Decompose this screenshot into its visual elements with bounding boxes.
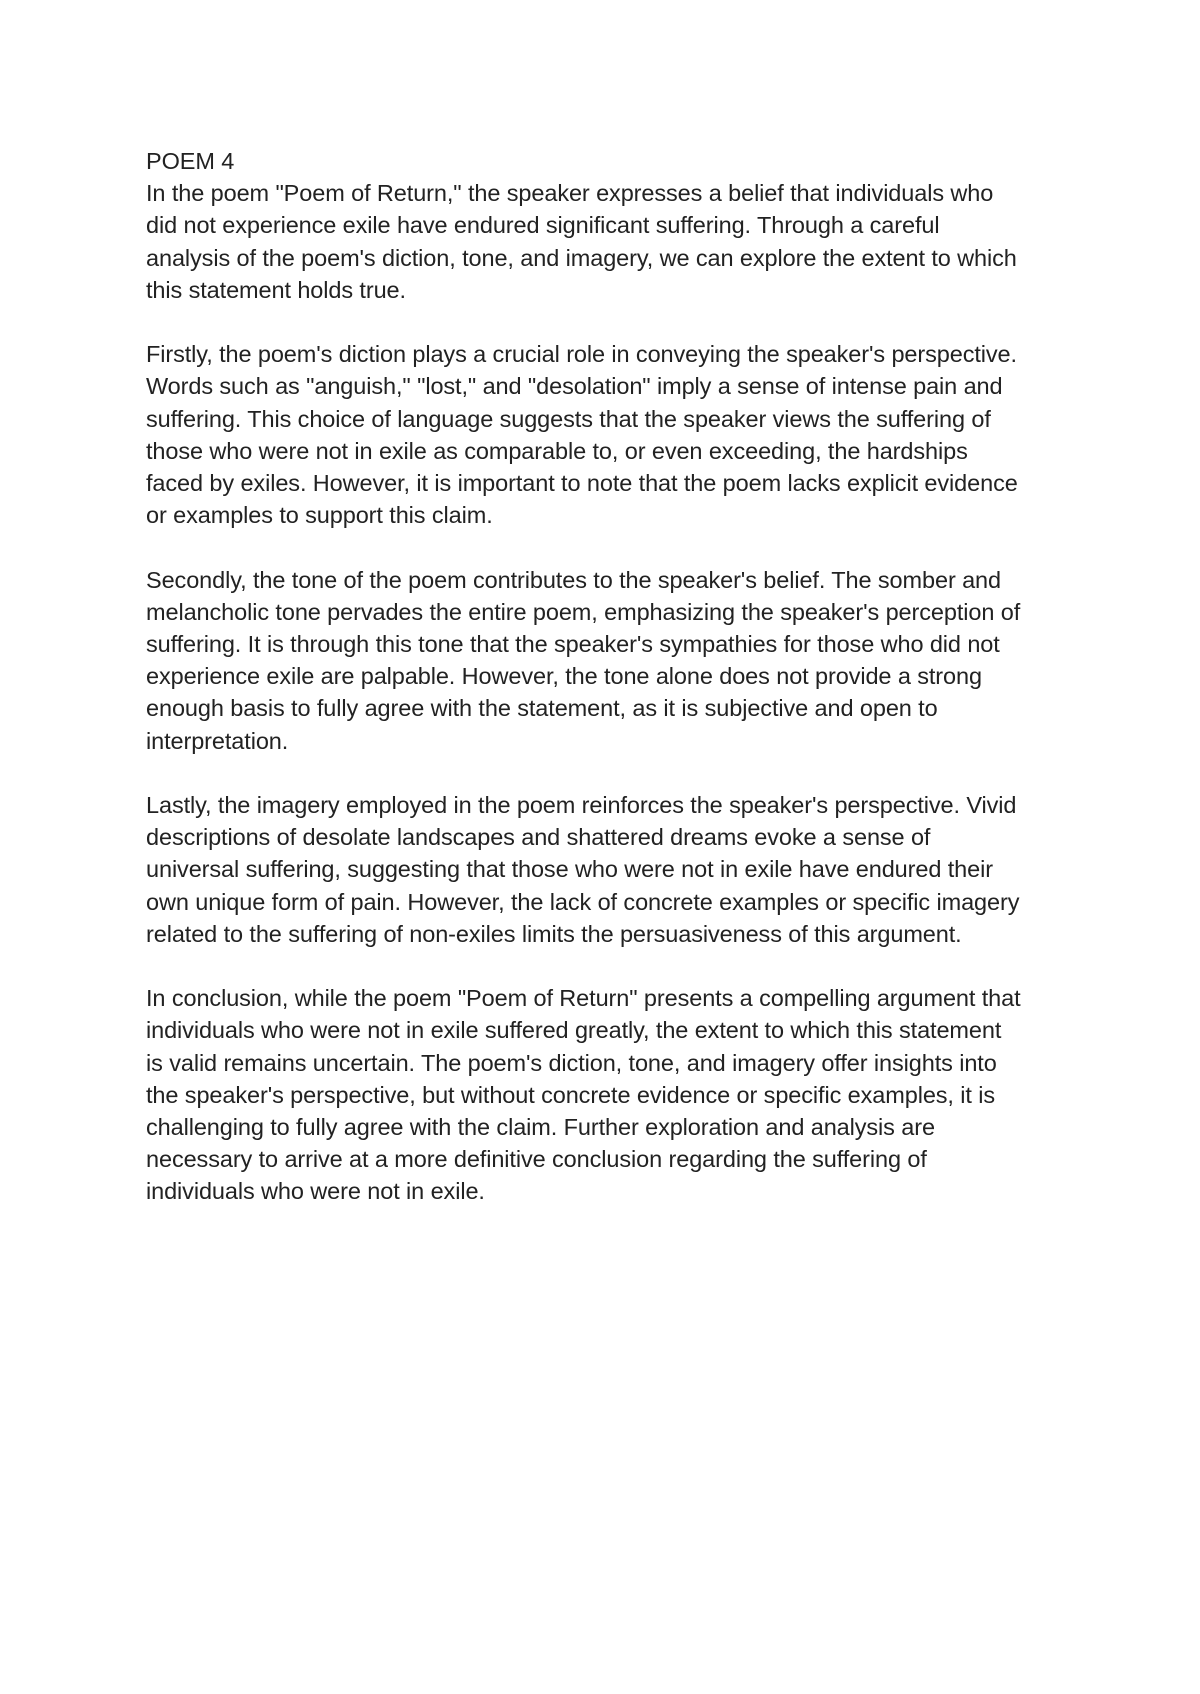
paragraph-diction: Firstly, the poem's diction plays a crucial role in conveying the speaker's perspective. Words such as "anguish," "lost," and "desolation" imply a sense of intense pain and suffering. This choice of language suggests that the speaker views the suffering of those who were not in exile as comparable to, or even exceeding, the hardships faced by exiles. However, it is important to note that the poem lacks explicit evidence or examples to support this claim. — [146, 341, 1018, 529]
paragraph-introduction: In the poem "Poem of Return," the speaker expresses a belief that individuals who did not experience exile have endured significant suffering. Through a careful analysis of the poem's diction, tone, and imagery, we can explore the extent to which this statement holds true. — [146, 180, 1017, 303]
document-title: POEM 4 — [146, 148, 235, 174]
paragraph-tone: Secondly, the tone of the poem contributes to the speaker's belief. The somber and melancholic tone pervades the entire poem, emphasizing the speaker's perception of suffering. It is through this tone that the speaker's sympathies for those who did not experience exile are palpable. However, the tone alone does not provide a strong enough basis to fully agree with the statement, as it is subjective and open to interpretation. — [146, 566, 1021, 754]
paragraph-conclusion: In conclusion, while the poem "Poem of Return" presents a compelling argument that individuals who were not in exile suffered greatly, the extent to which this statement is valid remains uncertain. The poem's diction, tone, and imagery offer insights into the speaker's perspective, but without concrete evidence or specific examples, it is challenging to fully agree with the claim. Further exploration and analysis are necessary to arrive at a more definitive conclusion regarding the suffering of individuals who were not in exile. — [146, 985, 1021, 1205]
paragraph-imagery: Lastly, the imagery employed in the poem reinforces the speaker's perspective. Vivid descriptions of desolate landscapes and shattered dreams evoke a sense of universal suffering, suggesting that those who were not in exile have endured their own unique form of pain. However, the lack of concrete examples or specific imagery related to the suffering of non-exiles limits the persuasiveness of this argument. — [146, 792, 1020, 947]
document-body — [146, 145, 1076, 1240]
